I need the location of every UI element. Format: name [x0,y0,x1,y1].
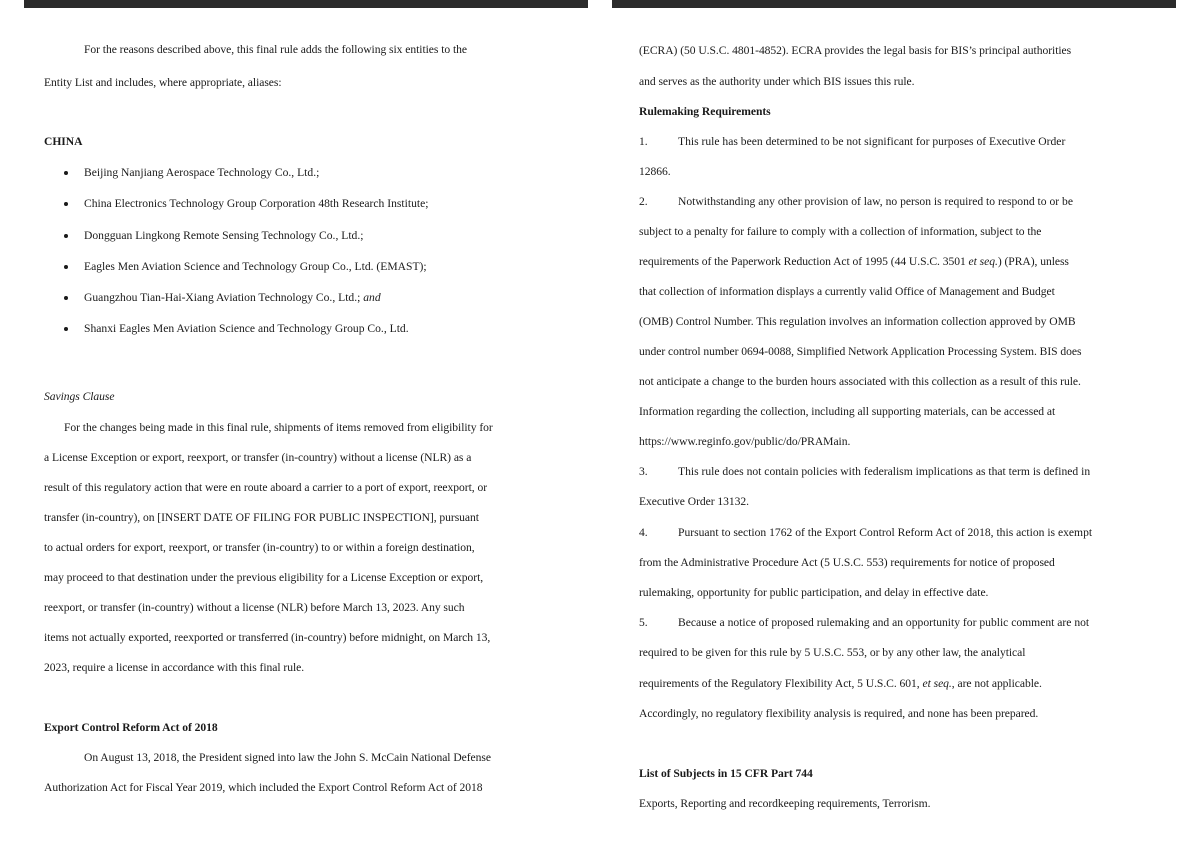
ecra-line: Authorization Act for Fiscal Year 2019, which included the Export Control Reform Act of 2018 [44,781,483,794]
savings-clause-line: a License Exception or export, reexport, or transfer (in-country) without a license (NLR) as a [44,451,472,464]
ecra-continued-line: (ECRA) (50 U.S.C. 4801-4852). ECRA provides the legal basis for BIS’s principal authorities [639,44,1072,57]
rulemaking-heading: Rulemaking Requirements [639,105,771,118]
requirement-line: that collection of information displays a currently valid Office of Management and Budget [639,285,1055,298]
page-top-border-right [612,0,1176,8]
bullet-icon [64,265,68,269]
savings-clause-line: For the changes being made in this final rule, shipments of items removed from eligibility for [64,421,493,434]
requirement-line: (OMB) Control Number. This regulation involves an information collection approved by OMB [639,315,1076,328]
ecra-continued-line: and serves as the authority under which BIS issues this rule. [639,75,915,88]
subjects-heading: List of Subjects in 15 CFR Part 744 [639,767,813,780]
savings-clause-line: result of this regulatory action that were en route aboard a carrier to a port of export, reexport, or [44,481,488,494]
requirement-line: 12866. [639,165,671,178]
savings-clause-line: to actual orders for export, reexport, or transfer (in-country) to or within a foreign destination, [44,541,475,554]
savings-clause-line: reexport, or transfer (in-country) without a license (NLR) before March 13, 2023. Any such [44,601,465,614]
requirement-line: required to be given for this rule by 5 U.S.C. 553, or by any other law, the analytical [639,646,1026,659]
savings-clause-line: 2023, require a license in accordance with this final rule. [44,661,305,674]
intro-line: Entity List and includes, where appropriate, aliases: [44,76,282,89]
requirement-line: requirements of the Paperwork Reduction Act of 1995 (44 U.S.C. 3501 et seq.) (PRA), unless [639,255,1069,268]
requirement-line: Information regarding the collection, including all supporting materials, can be accessed at [639,405,1056,418]
bullet-icon [64,296,68,300]
requirement-line: Accordingly, no regulatory flexibility analysis is required, and none has been prepared. [639,707,1039,720]
country-heading: CHINA [44,135,83,148]
savings-clause-heading: Savings Clause [44,390,115,403]
savings-clause-line: transfer (in-country), on [INSERT DATE OF FILING FOR PUBLIC INSPECTION], pursuant [44,511,479,524]
ecra-heading: Export Control Reform Act of 2018 [44,721,218,734]
savings-clause-line: items not actually exported, reexported or transferred (in-country) before midnight, on March 13, [44,631,491,644]
subjects-text: Exports, Reporting and recordkeeping requirements, Terrorism. [639,797,931,810]
requirement-line: not anticipate a change to the burden hours associated with this collection as a result of this rule. [639,375,1081,388]
requirement-line: requirements of the Regulatory Flexibility Act, 5 U.S.C. 601, et seq., are not applicable. [639,677,1042,690]
page-top-border-left [24,0,588,8]
requirement-line: https://www.reginfo.gov/public/do/PRAMain. [639,435,851,448]
bullet-icon [64,171,68,175]
requirement-line: rulemaking, opportunity for public participation, and delay in effective date. [639,586,989,599]
bullet-icon [64,202,68,206]
requirement-line: under control number 0694-0088, Simplified Network Application Processing System. BIS does [639,345,1082,358]
requirement-line: Executive Order 13132. [639,495,749,508]
requirement-line: from the Administrative Procedure Act (5 U.S.C. 553) requirements for notice of proposed [639,556,1055,569]
ecra-line: On August 13, 2018, the President signed into law the John S. McCain National Defense [84,751,491,764]
savings-clause-line: may proceed to that destination under the previous eligibility for a License Exception or export, [44,571,484,584]
requirement-line: subject to a penalty for failure to comply with a collection of information, subject to the [639,225,1042,238]
intro-line: For the reasons described above, this final rule adds the following six entities to the [84,43,467,56]
bullet-icon [64,327,68,331]
bullet-icon [64,234,68,238]
